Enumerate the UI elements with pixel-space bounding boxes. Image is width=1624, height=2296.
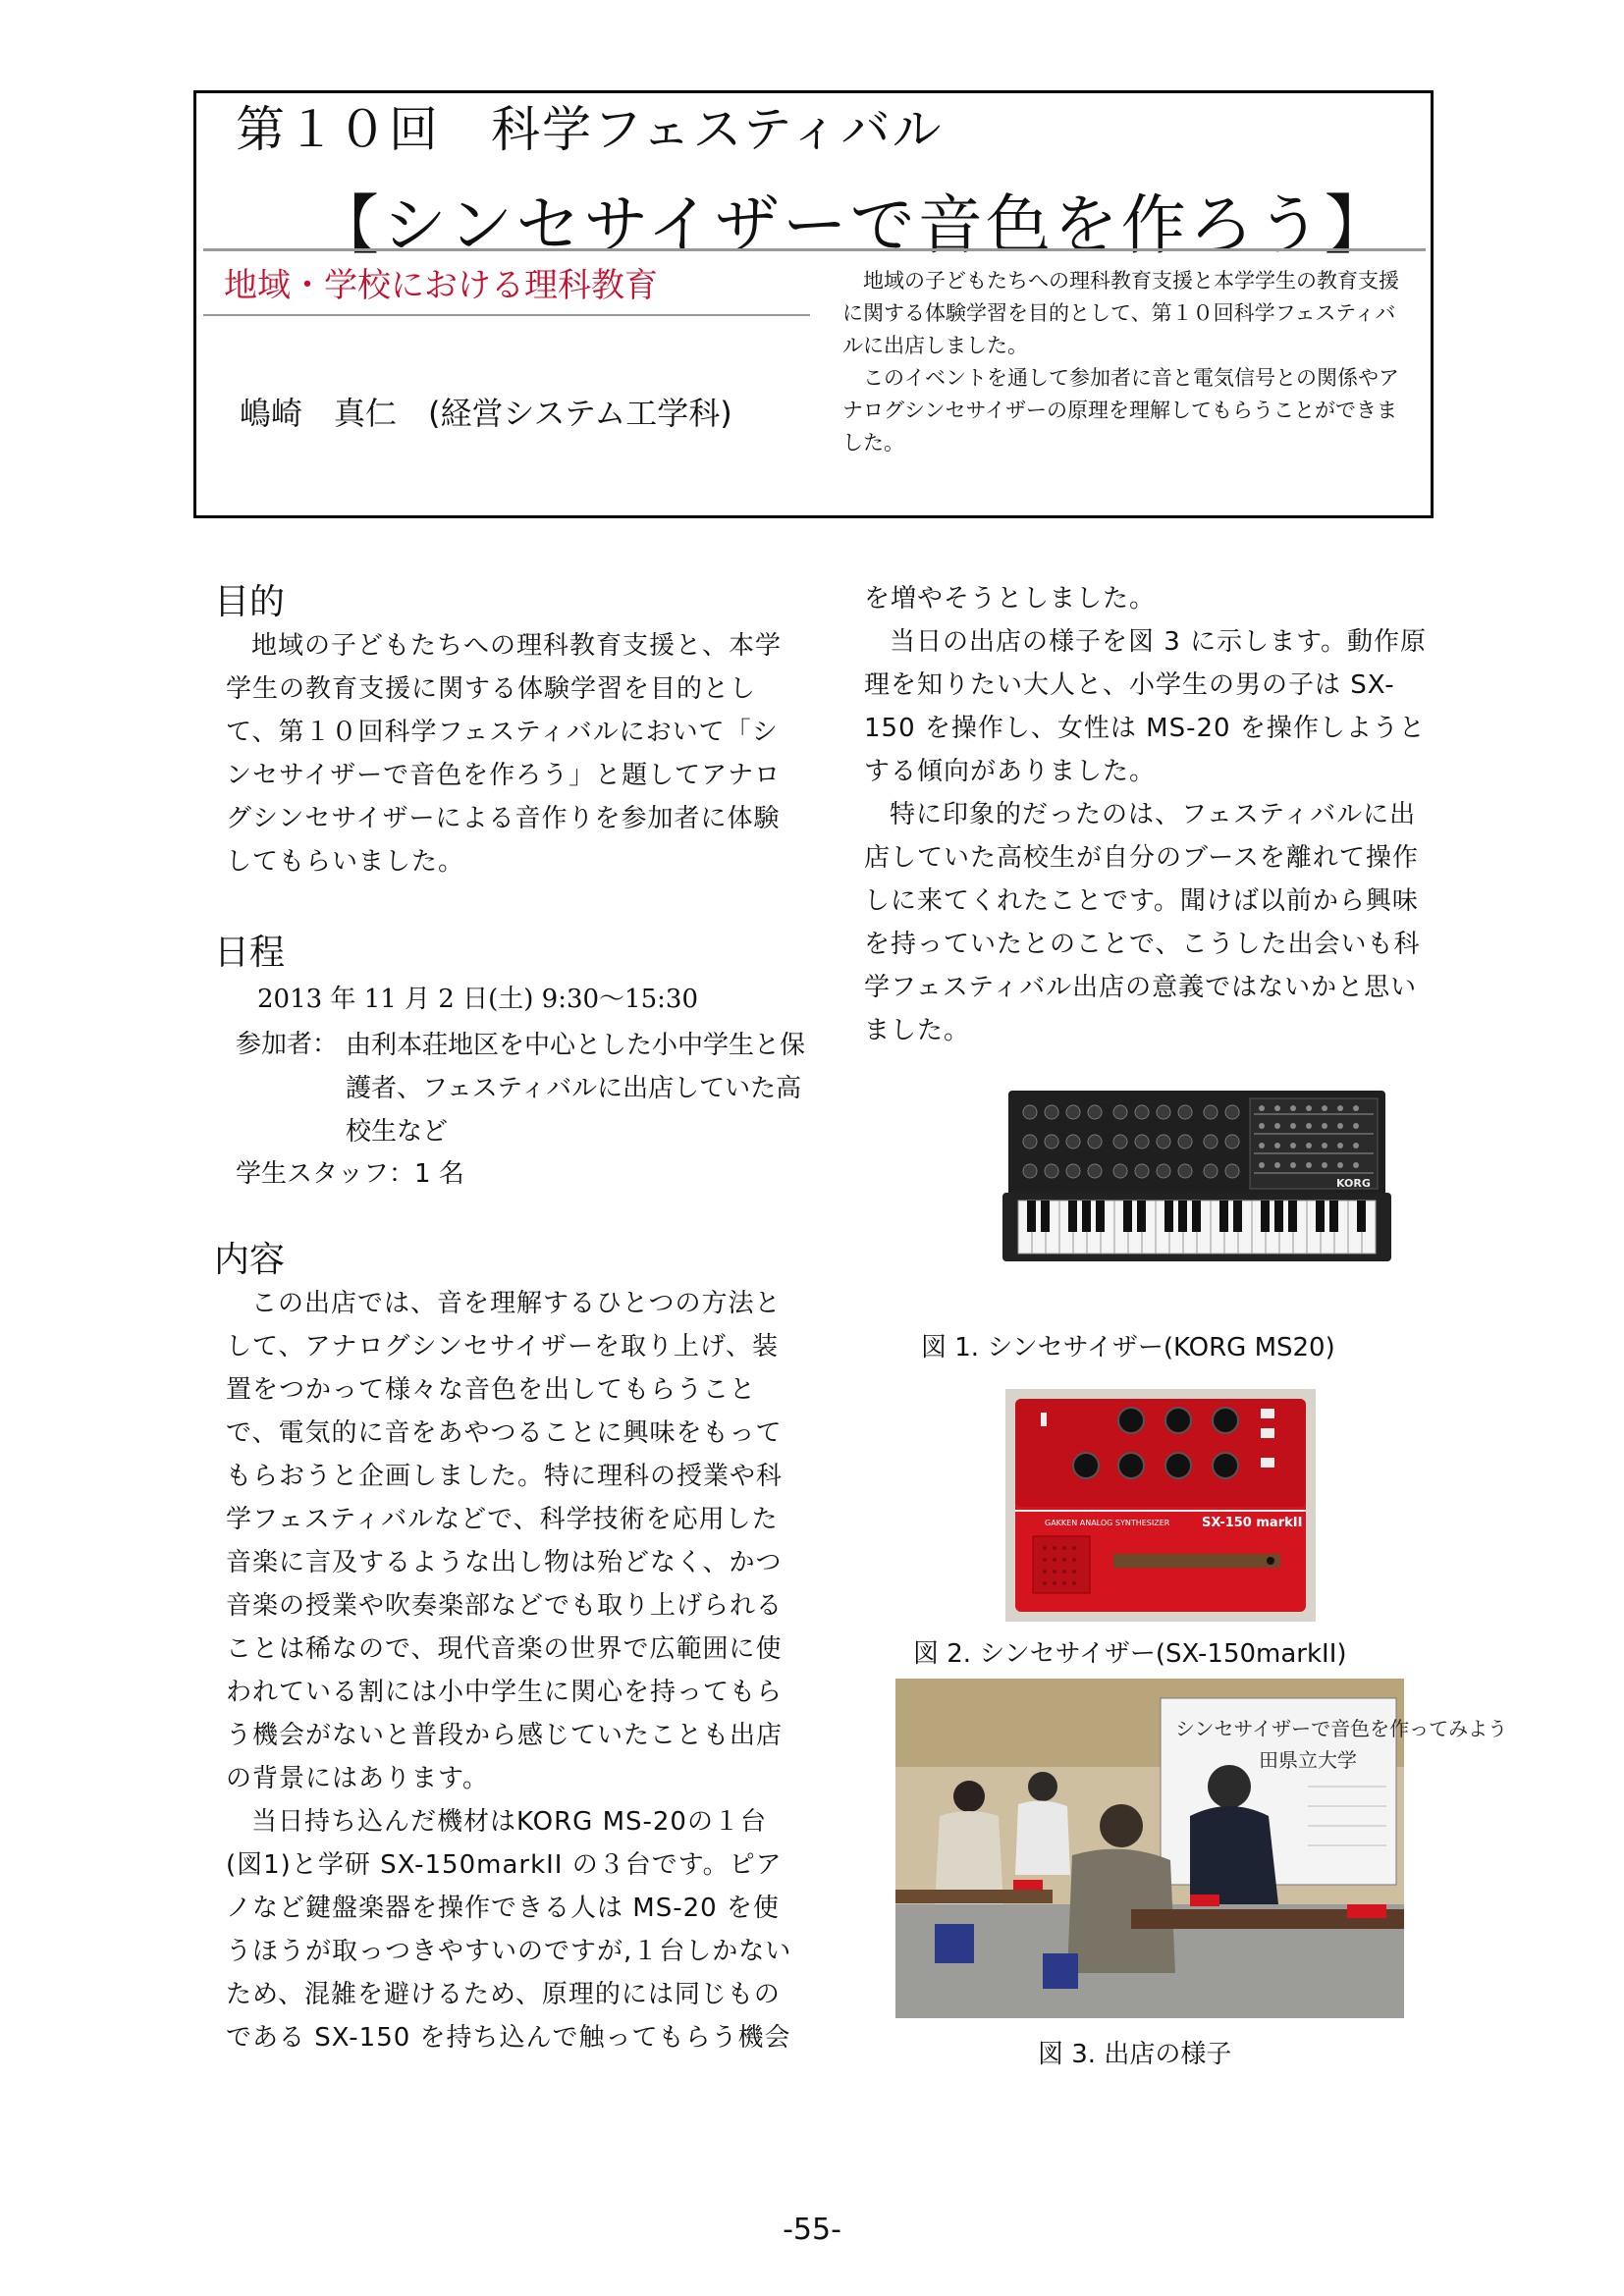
figure-3-caption: 図 3. 出店の様子 [1038,2040,1232,2069]
event-title: 第１０回 科学フェスティバル [236,101,944,158]
content-body [226,1282,793,2059]
booth-photo-image [895,1679,1508,2018]
paragraph: 当日持ち込んだ機材はKORG MS-20の１台(図1)と学研 SX-150markII の３台です。ピアノなど鍵盤楽器を操作できる人は MS-20 を使うほうが取っつきやすいのですが,１台しかないため、混雑を避けるため、原理的には同じものである SX-150 を持ち込んで触ってもらう機会 [226,1807,792,2053]
section-heading-purpose: 目的 [214,582,286,622]
paragraph: この出店では、音を理解するひとつの方法として、アナログシンセサイザーを取り上げ、装置をつかって様々な音色を出してもらうことで、電気的に音をあやつることに興味をもってもらおうと企画しました。特に理科の授業や科学フェスティバルなどで、科学技術を応用した音楽に言及するような出し物は殆どなく、かつ音楽の授業や吹奏楽部などでも取り上げられることは稀なので、現代音楽の世界で広範囲に使われている割には小中学生に関心を持ってもらう機会がないと普段から感じていたことも出店の背景にはあります。 [226,1289,784,1793]
abstract [842,265,1400,459]
figure-2-caption: 図 2. シンセサイザー(SX-150markII) [913,1639,1347,1669]
page-number: -55- [783,2213,841,2247]
main-title: 【シンセサイザーで音色を作ろう】 [314,187,1392,263]
header-divider [203,248,1426,251]
category-label: 地域・学校における理科教育 [224,266,658,305]
paragraph-continuation: を増やそうとしました。 [864,584,1157,614]
purpose-body [226,624,793,883]
section-heading-content: 内容 [214,1240,286,1280]
participants-label: 参加者： [236,1030,339,1059]
booth-sign-line1: シンセサイザーで音色を作ってみよう [1175,1717,1508,1740]
paragraph: 当日の出店の様子を図 3 に示します。動作原理を知りたい大人と、小学生の男の子は SX-150 を操作し、女性は MS-20 を操作しようとする傾向がありました。 [864,627,1427,786]
right-column-body [864,577,1432,1052]
booth-sign-line2: 田県立大学 [1259,1748,1357,1772]
abstract-paragraph: 地域の子どもたちへの理科教育支援と本学学生の教育支援に関する体験学習を目的として、第１０回科学フェスティバルに出店しました。 [842,269,1399,357]
author: 嶋崎 真仁 (経営システム工学科) [240,395,732,432]
figure-1-caption: 図 1. シンセサイザー(KORG MS20) [921,1333,1335,1362]
student-staff: 学生スタッフ：1 名 [236,1159,464,1189]
abstract-paragraph: このイベントを通して参加者に音と電気信号との関係やアナログシンセサイザーの原理を理解してもらうことができました。 [842,366,1399,454]
section-heading-schedule: 日程 [214,933,286,973]
schedule-date: 2013 年 11 月 2 日(土) 9:30～15:30 [257,985,698,1014]
synthesizer-sx150-image [1005,1389,1316,1622]
synthesizer-ms20-image [983,1085,1407,1276]
korg-logo-text: KORG [1336,1177,1371,1190]
gakken-brand-text: GAKKEN ANALOG SYNTHESIZER [1045,1519,1170,1527]
paragraph: 特に印象的だったのは、フェスティバルに出店していた高校生が自分のブースを離れて操作しに来てくれたことです。聞けば以前から興味を持っていたとのことで、こうした出会いも科学フェスティバル出店の意義ではないかと思いました。 [864,800,1421,1045]
sx150-model-text: SX-150 markII [1202,1516,1303,1530]
paragraph: 地域の子どもたちへの理科教育支援と、本学学生の教育支援に関する体験学習を目的として、第１０回科学フェスティバルにおいて「シンセサイザーで音色を作ろう」と題してアナログシンセサイザーによる音作りを参加者に体験してもらいました。 [226,631,783,877]
category-divider [203,314,810,316]
participants-value: 由利本荘地区を中心とした小中学生と保護者、フェスティバルに出店していた高校生など [346,1031,806,1147]
